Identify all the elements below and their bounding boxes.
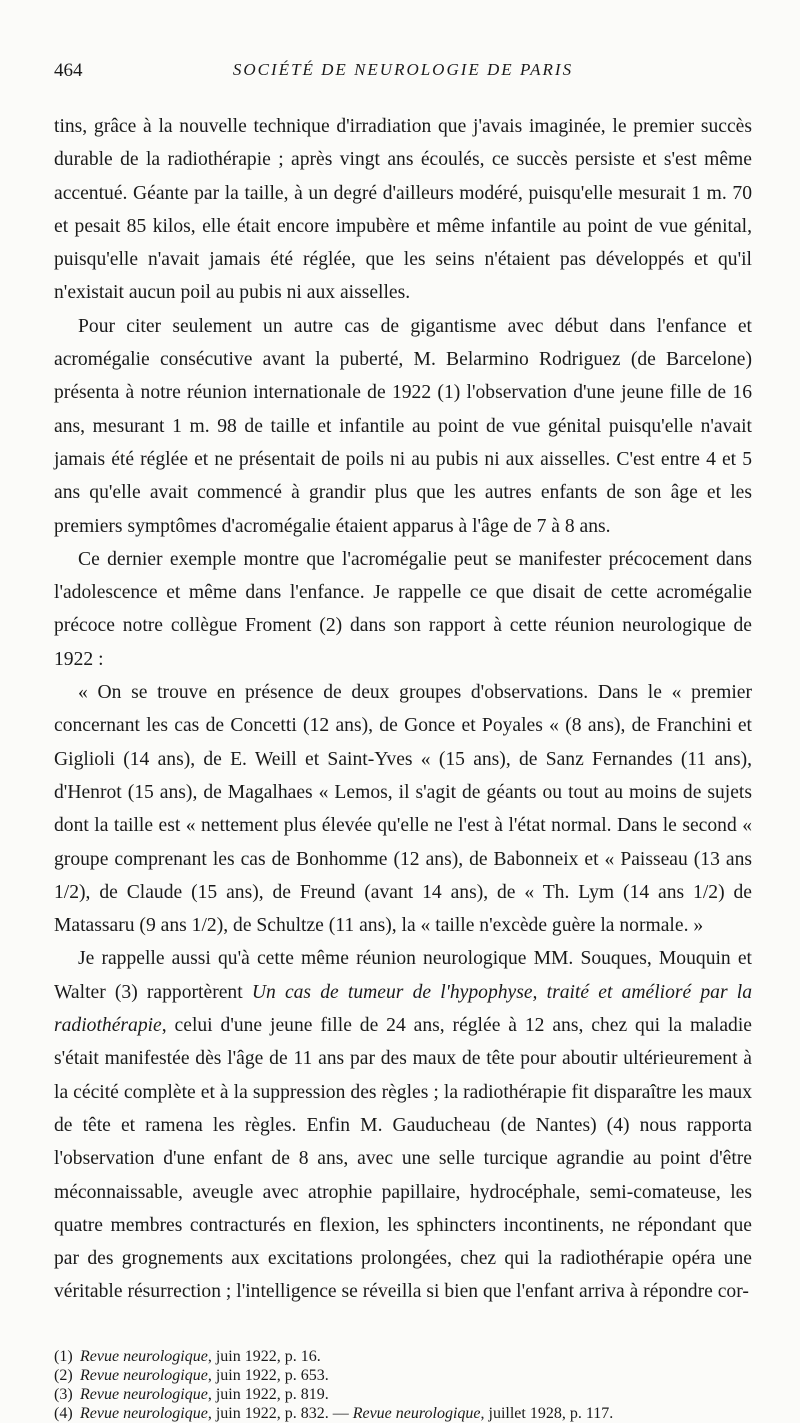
footnote-label: (1) [54, 1347, 73, 1365]
footnote-ref-2: , juillet 1928, p. 117. [480, 1404, 614, 1422]
paragraph-3: Ce dernier exemple montre que l'acromégalie peut se manifester précocement dans l'adolescence et même dans l'enfance. Je rappelle ce que disait de cette acromégalie précoce notre collègue Froment (2) dans son rapport à cette réunion neurologique de 1922 : [54, 548, 752, 670]
footnote-ref: , juin 1922, p. 832. — [207, 1404, 353, 1422]
footnote-1 [54, 1347, 752, 1366]
footnote-3 [54, 1385, 752, 1404]
paragraph-5-text-a: Je rappelle aussi qu'à cette même réunion neurologique MM. Souques, Mouquin et Walter (3) rapportèrent [54, 948, 752, 1003]
footnote-label: (4) [54, 1404, 73, 1422]
page-number: 464 [54, 60, 83, 81]
footnote-journal: Revue neurologique [80, 1385, 208, 1403]
footnote-label: (3) [54, 1385, 73, 1403]
page-header [54, 48, 752, 88]
paragraph-5 [54, 942, 752, 1308]
footnote-4 [54, 1404, 752, 1423]
footnote-ref: , juin 1922, p. 653. [207, 1366, 329, 1384]
paragraph-1: tins, grâce à la nouvelle technique d'irradiation que j'avais imaginée, le premier succès durable de la radiothérapie ; après vingt ans écoulés, ce succès persiste et s'est même accentué. Géante par la taille, à un degré d'ailleurs modéré, puisqu'elle mesurait 1 m. 70 et pesait 85 kilos, elle était encore impubère et même infantile au point de vue génital, puisqu'elle n'avait jamais été réglée, que les seins n'étaient pas développés et qu'il n'existait aucun poil au pubis ni aux aisselles. [54, 116, 752, 304]
footnote-ref: , juin 1922, p. 16. [207, 1347, 321, 1365]
paper-title-italic: Un cas de tumeur de l'hypophyse, traité et amélioré par la radiothérapie [54, 981, 752, 1037]
body-text [54, 110, 752, 1309]
running-head: SOCIÉTÉ DE NEUROLOGIE DE PARIS [232, 60, 574, 79]
footnote-journal: Revue neurologique [80, 1404, 208, 1422]
footnote-2 [54, 1366, 752, 1385]
quotation-paragraph: « On se trouve en présence de deux groupes d'observations. Dans le « premier concernant les cas de Concetti (12 ans), de Gonce et Poyales « (8 ans), de Franchini et Giglioli (14 ans), de E. Weill et Saint-Yves « (15 ans), de Sanz Fernandes (11 ans), d'Henrot (15 ans), de Magalhaes « Lemos, il s'agit de géants ou tout au moins de sujets dont la taille est « nettement plus élevée qu'elle ne l'est à l'état normal. Dans le second « groupe comprenant les cas de Bonhomme (12 ans), de Babonneix et « Paisseau (13 ans 1/2), de Claude (15 ans), de Freund (avant 14 ans), de « Th. Lym (14 ans 1/2) de Matassaru (9 ans 1/2), de Schultze (11 ans), la « taille n'excède guère la normale. » [54, 682, 752, 937]
footnote-label: (2) [54, 1366, 73, 1384]
footnote-ref: , juin 1922, p. 819. [207, 1385, 329, 1403]
paragraph-5-text-b: , celui d'une jeune fille de 24 ans, réglée à 12 ans, chez qui la maladie s'était manifestée dès l'âge de 11 ans par des maux de tête pour aboutir ultérieurement à la cécité complète et à la suppression des règles ; la radiothérapie fit disparaître les maux de tête et ramena les règles. Enfin M. Gauducheau (de Nantes) (4) nous rapporta l'observation d'une enfant de 8 ans, avec une selle turcique agrandie au point d'être méconnaissable, aveugle avec atrophie papillaire, hydrocéphale, semi-comateuse, les quatre membres contracturés en flexion, les sphincters incontinents, ne répondant que par des grognements aux excitations prolongées, chez qui la radiothérapie opéra une véritable résurrection ; l'intelligence se réveilla si bien que l'enfant arriva à répondre cor- [54, 1015, 752, 1303]
footnote-journal: Revue neurologique [80, 1366, 208, 1384]
footnotes [54, 1347, 752, 1423]
footnote-journal: Revue neurologique [80, 1347, 208, 1365]
paragraph-2: Pour citer seulement un autre cas de gigantisme avec début dans l'enfance et acromégalie consécutive avant la puberté, M. Belarmino Rodriguez (de Barcelone) présenta à notre réunion internationale de 1922 (1) l'observation d'une jeune fille de 16 ans, mesurant 1 m. 98 de taille et infantile au point de vue génital puisqu'elle n'avait jamais été réglée et ne présentait de poils ni au pubis ni aux aisselles. C'est entre 4 et 5 ans qu'elle avait commencé à grandir plus que les autres enfants de son âge et les premiers symptômes d'acromégalie étaient apparus à l'âge de 7 à 8 ans. [54, 315, 752, 537]
footnote-journal-2: Revue neurologique [352, 1404, 481, 1422]
